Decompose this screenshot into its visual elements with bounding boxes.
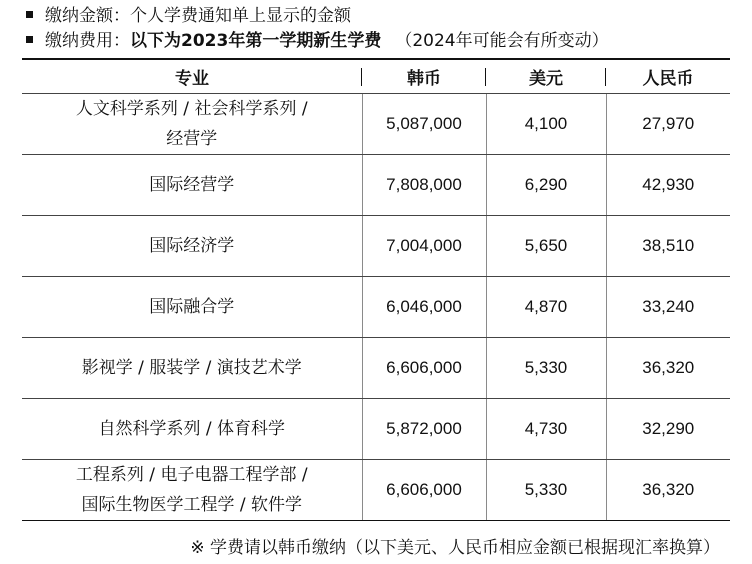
bullet-note: （2024年可能会有所变动） (395, 31, 609, 51)
krw-cell: 6,606,000 (362, 459, 486, 520)
usd-cell: 5,330 (486, 459, 606, 520)
header-separator (605, 68, 606, 86)
cny-cell: 27,970 (606, 93, 730, 154)
major-line: 国际经济学 (149, 235, 235, 256)
header-cny (606, 59, 730, 93)
usd-cell: 4,730 (486, 398, 606, 459)
table-row (22, 398, 730, 459)
footnote: ※ 学费请以韩币缴纳（以下美元、人民币相应金额已根据现汇率换算） (190, 538, 720, 558)
header-major: 专业 (22, 59, 362, 93)
header-usd (486, 59, 606, 93)
table-row (22, 154, 730, 215)
major-cell (22, 276, 362, 337)
header-usd-label: 美元 (529, 68, 563, 89)
header-krw-label: 韩币 (407, 68, 441, 89)
krw-cell: 7,808,000 (362, 154, 486, 215)
tuition-table (22, 58, 730, 521)
major-line: 影视学 / 服装学 / 演技艺术学 (81, 357, 302, 378)
krw-cell: 7,004,000 (362, 215, 486, 276)
major-cell (22, 398, 362, 459)
header-krw (362, 59, 486, 93)
header-cny-label: 人民币 (642, 68, 694, 89)
major-cell (22, 93, 362, 154)
bullet-bold-text: 以下为2023年第一学期新生学费 (130, 31, 382, 51)
cny-cell: 32,290 (606, 398, 730, 459)
bullet-payment-amount (26, 4, 746, 29)
square-bullet-icon (26, 36, 33, 43)
usd-cell: 5,650 (486, 215, 606, 276)
major-cell (22, 154, 362, 215)
table-row (22, 459, 730, 520)
square-bullet-icon (26, 11, 33, 18)
major-line: 人文科学系列 / 社会科学系列 / (75, 98, 308, 119)
major-line: 国际融合学 (149, 296, 235, 317)
bullet-label: 缴纳金额： (45, 6, 130, 26)
major-cell (22, 459, 362, 520)
major-line: 国际生物医学工程学 / 软件学 (81, 494, 303, 515)
header-separator (485, 68, 486, 86)
bullet-label: 缴纳费用： (45, 31, 130, 51)
krw-cell: 5,872,000 (362, 398, 486, 459)
major-line: 自然科学系列 / 体育科学 (98, 418, 286, 439)
usd-cell: 4,870 (486, 276, 606, 337)
table-header-row (22, 59, 730, 93)
cny-cell: 33,240 (606, 276, 730, 337)
usd-cell: 5,330 (486, 337, 606, 398)
table-row (22, 215, 730, 276)
bullet-list (26, 4, 746, 54)
major-line: 工程系列 / 电子电器工程学部 / (75, 464, 308, 485)
krw-cell: 6,606,000 (362, 337, 486, 398)
cny-cell: 42,930 (606, 154, 730, 215)
bullet-payment-fee (26, 29, 746, 54)
krw-cell: 5,087,000 (362, 93, 486, 154)
usd-cell: 4,100 (486, 93, 606, 154)
table-row (22, 93, 730, 154)
cny-cell: 38,510 (606, 215, 730, 276)
cny-cell: 36,320 (606, 337, 730, 398)
table-row (22, 337, 730, 398)
major-cell (22, 215, 362, 276)
major-line: 经营学 (166, 128, 218, 149)
table-row (22, 276, 730, 337)
major-cell (22, 337, 362, 398)
header-separator (361, 68, 362, 86)
usd-cell: 6,290 (486, 154, 606, 215)
cny-cell: 36,320 (606, 459, 730, 520)
bullet-text: 个人学费通知单上显示的金额 (130, 6, 351, 26)
krw-cell: 6,046,000 (362, 276, 486, 337)
major-line: 国际经营学 (149, 174, 235, 195)
